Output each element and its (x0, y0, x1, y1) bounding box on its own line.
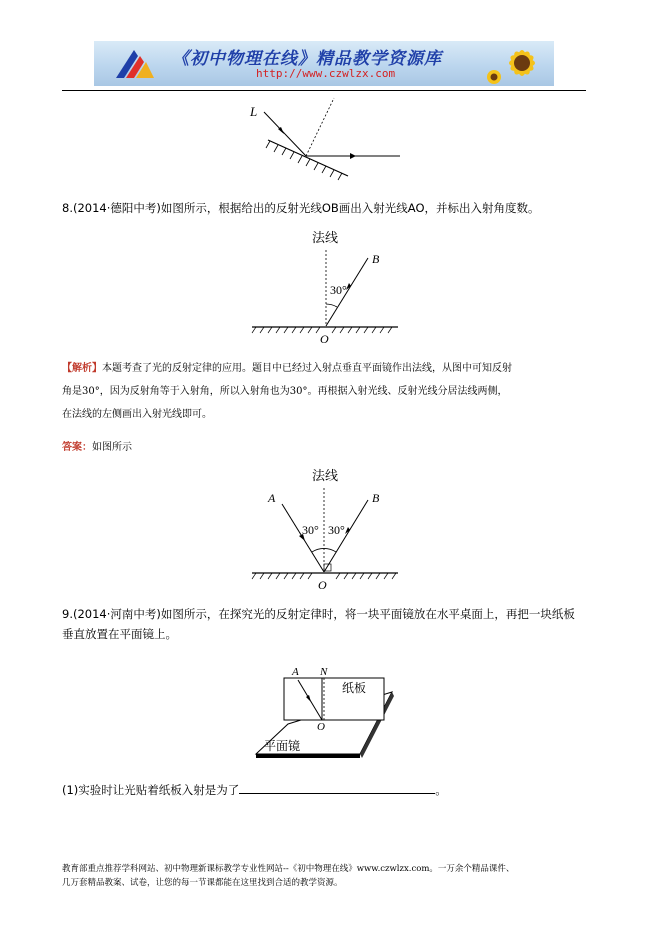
question-9 (62, 604, 602, 644)
label-B: B (372, 252, 380, 266)
analysis-line-3: 在法线的左侧画出入射光线即可。 (62, 409, 212, 420)
analysis-line-1: 本题考查了光的反射定律的应用。题目中已经过入射点垂直平面镜作出法线，从图中可知反射 (102, 363, 512, 374)
answer-text: 如图所示 (92, 442, 132, 453)
header-title: 《初中物理在线》精品教学资源库 (172, 49, 442, 69)
label-N: N (320, 666, 328, 678)
footer-line-1: 教育部重点推荐学科网站、初中物理新课标教学专业性网站--《初中物理在线》www.czwlzx.com。一万余个精品课件、 (62, 864, 515, 874)
label-O: O (320, 332, 329, 346)
question-8: 8.(2014·德阳中考)如图所示，根据给出的反射光线OB画出入射光线AO，并标出入射角度数。 (62, 201, 540, 215)
figure-answer (250, 464, 400, 592)
question-9-sub-1 (62, 780, 602, 800)
label-L: L (250, 104, 258, 119)
analysis-block (62, 357, 602, 426)
label-A: A (268, 491, 276, 505)
label-normal: 法线 (312, 230, 339, 245)
header-banner (94, 41, 554, 86)
footer-line-2: 几万套精品教案、试卷，让您的每一节课都能在这里找到合适的教学资源。 (62, 878, 343, 888)
label-O: O (317, 721, 325, 733)
answer-tag: 答案： (62, 442, 92, 453)
label-mirror: 平面镜 (264, 739, 301, 753)
label-A: A (292, 666, 299, 678)
figure-top-reflection (240, 96, 410, 186)
answer-blank[interactable] (239, 781, 435, 794)
label-B: B (372, 491, 380, 505)
figure-q9 (254, 662, 404, 762)
sunflower-icon (486, 41, 554, 86)
site-logo-icon (112, 44, 158, 84)
label-angle-right: 30° (328, 523, 345, 537)
label-board: 纸板 (342, 681, 367, 695)
sub1-suffix: 。 (435, 783, 447, 797)
header-divider (62, 90, 586, 91)
page-footer (62, 862, 602, 890)
label-angle: 30° (330, 283, 347, 297)
figure-q8 (250, 226, 400, 346)
question-9-line-2: 垂直放置在平面镜上。 (62, 627, 177, 641)
analysis-tag: 【解析】 (62, 363, 102, 374)
answer-block (62, 436, 602, 459)
label-O: O (318, 578, 327, 592)
label-normal: 法线 (312, 468, 339, 483)
sub1-prefix: (1)实验时让光贴着纸板入射是为了 (62, 783, 240, 797)
header-url[interactable]: http://www.czwlzx.com (256, 67, 396, 80)
analysis-line-2: 角是30°，因为反射角等于入射角，所以入射角也为30°。再根据入射光线、反射光线分居法线两侧， (62, 386, 508, 397)
question-9-line-1: 9.(2014·河南中考)如图所示，在探究光的反射定律时，将一块平面镜放在水平桌面上，再把一块纸板 (62, 607, 575, 621)
label-angle-left: 30° (302, 523, 319, 537)
